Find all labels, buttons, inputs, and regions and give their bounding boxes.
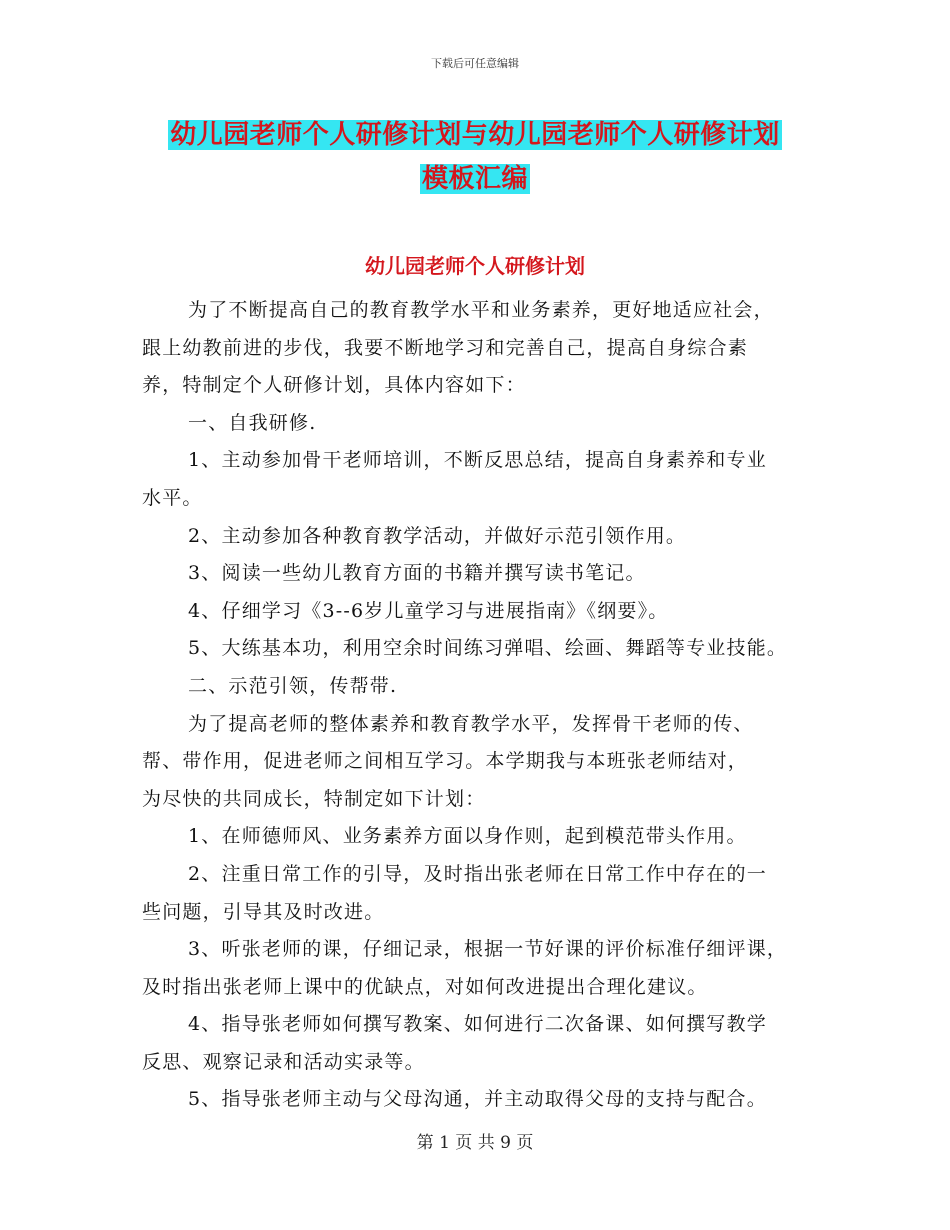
- text-line: 为尽快的共同成长，特制定如下计划：: [142, 787, 486, 810]
- text-line: 及时指出张老师上课中的优缺点，对如何改进提出合理化建议。: [142, 975, 708, 998]
- text-line: 5、大练基本功，利用空余时间练习弹唱、绘画、舞蹈等专业技能。: [188, 637, 788, 660]
- text-line: 跟上幼教前进的步伐，我要不断地学习和完善自己，提高自身综合素: [142, 336, 749, 359]
- document-body: [142, 292, 832, 1119]
- document-title-line-1: [0, 114, 950, 151]
- text-line: 为了不断提高自己的教育教学水平和业务素养，更好地适应社会，: [188, 299, 774, 321]
- header-note: 下载后可任意编辑: [431, 57, 519, 70]
- text-line: 3、听张老师的课，仔细记录，根据一节好课的评价标准仔细评课，: [188, 938, 788, 961]
- text-line: 4、仔细学习《3--6岁儿童学习与进展指南》《纲要》。: [188, 599, 669, 622]
- text-line: 些问题，引导其及时改进。: [142, 900, 385, 923]
- text-line: 5、指导张老师主动与父母沟通，并主动取得父母的支持与配合。: [188, 1088, 767, 1111]
- section-subtitle: 幼儿园老师个人研修计划: [365, 254, 585, 278]
- text-line: 1、主动参加骨干老师培训，不断反思总结，提高自身素养和专业: [188, 449, 767, 472]
- text-line: 为了提高老师的整体素养和教育教学水平，发挥骨干老师的传、: [188, 712, 754, 735]
- text-line: 水平。: [142, 486, 203, 509]
- text-line: 反思、观察记录和活动实录等。: [142, 1050, 425, 1073]
- text-line: 帮、带作用，促进老师之间相互学习。本学期我与本班张老师结对，: [142, 750, 749, 773]
- title-text-1: 幼儿园老师个人研修计划与幼儿园老师个人研修计划: [170, 120, 780, 150]
- title-text-2: 模板汇编: [421, 164, 528, 194]
- text-line: 2、主动参加各种教育教学活动，并做好示范引领作用。: [188, 524, 687, 547]
- text-line: 4、指导张老师如何撰写教案、如何进行二次备课、如何撰写教学: [188, 1013, 767, 1036]
- document-title-line-2: [0, 158, 950, 195]
- text-line: 二、示范引领，传帮带.: [188, 674, 398, 697]
- text-line: 2、注重日常工作的引导，及时指出张老师在日常工作中存在的一: [188, 862, 767, 885]
- text-line: 3、阅读一些幼儿教育方面的书籍并撰写读书笔记。: [188, 562, 646, 585]
- text-line: 一、自我研修.: [188, 411, 317, 434]
- text-line: 1、在师德师风、业务素养方面以身作则，起到模范带头作用。: [188, 825, 747, 848]
- text-line: 养，特制定个人研修计划，具体内容如下：: [142, 374, 526, 397]
- page-footer: 第 1 页 共 9 页: [416, 1133, 534, 1153]
